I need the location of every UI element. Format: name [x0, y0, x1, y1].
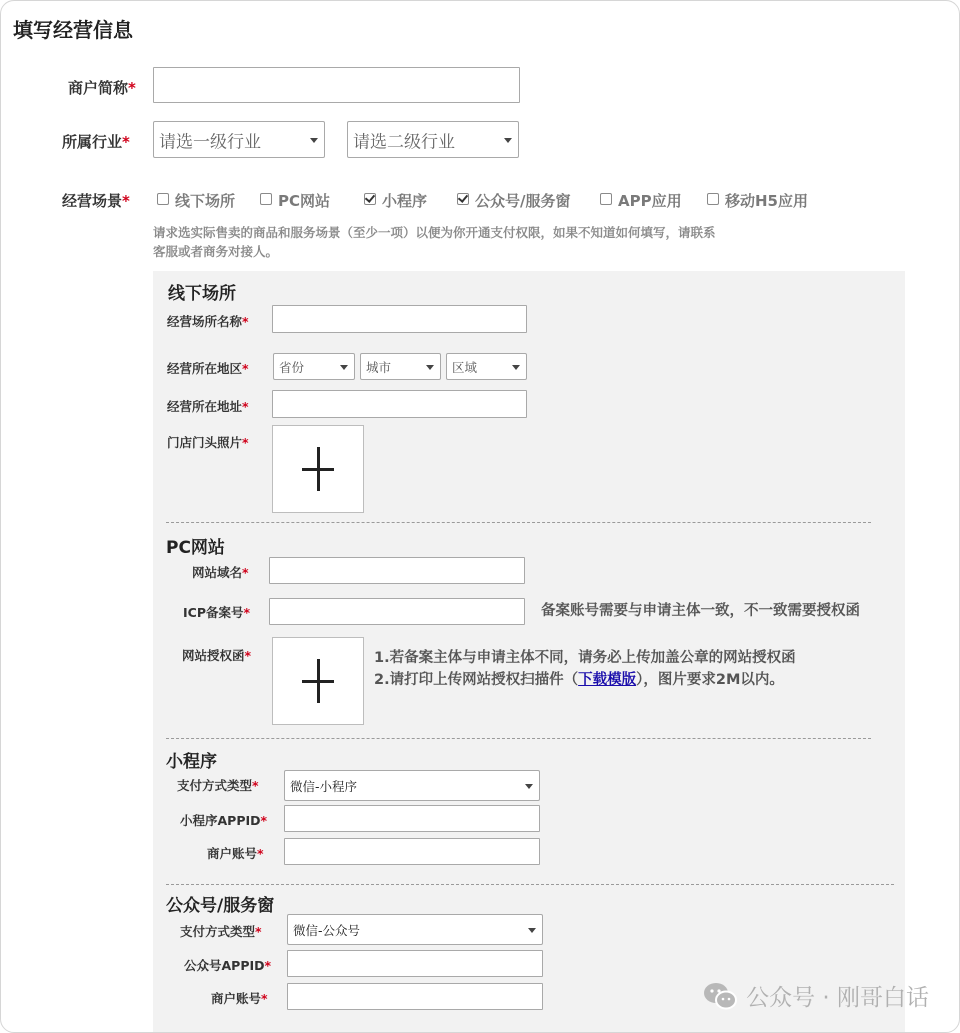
checkbox-checked-icon [364, 193, 376, 205]
section-divider [166, 522, 871, 523]
oa-appid-label: 公众号APPID* [184, 958, 272, 973]
mini-account-label: 商户账号* [207, 846, 264, 861]
oa-appid-input[interactable] [287, 950, 543, 977]
wechat-icon [702, 981, 738, 1011]
industry-level2-select[interactable] [347, 121, 519, 158]
miniprogram-section-title: 小程序 [166, 752, 217, 772]
checkbox-icon [600, 193, 612, 205]
offline-section-title: 线下场所 [168, 284, 236, 304]
chevron-down-icon [512, 365, 520, 370]
oa-pay-type-label: 支付方式类型* [180, 924, 262, 939]
checkbox-icon [260, 193, 272, 205]
mini-appid-label: 小程序APPID* [180, 813, 268, 828]
official-account-section-title: 公众号/服务窗 [166, 896, 275, 916]
chevron-down-icon [528, 928, 536, 933]
page-title: 填写经营信息 [13, 18, 133, 42]
icp-input[interactable] [269, 598, 525, 625]
city-select[interactable]: 城市 [360, 353, 441, 380]
mini-pay-type-label: 支付方式类型* [177, 778, 259, 793]
industry-level2-value: 请选二级行业 [353, 132, 455, 152]
icp-note: 备案账号需要与申请主体一致，不一致需要授权函 [541, 603, 860, 619]
storefront-photo-upload[interactable] [272, 425, 364, 513]
domain-label: 网站域名* [192, 565, 249, 580]
chevron-down-icon [504, 138, 512, 143]
place-name-input[interactable] [272, 305, 527, 333]
industry-level1-select[interactable] [153, 121, 325, 158]
checkbox-checked-icon [457, 193, 469, 205]
oa-pay-type-select[interactable]: 微信-公众号 [287, 914, 543, 945]
scene-checkbox-miniprogram[interactable]: 小程序 [364, 190, 427, 211]
chevron-down-icon [525, 784, 533, 789]
oa-account-label: 商户账号* [211, 991, 268, 1006]
site-auth-upload[interactable] [272, 637, 364, 725]
chevron-down-icon [310, 138, 318, 143]
address-input[interactable] [272, 390, 527, 418]
address-label: 经营所在地址* [167, 399, 249, 414]
watermark-text: 公众号 · 刚哥白话 [746, 985, 929, 1011]
watermark [702, 979, 929, 1012]
industry-label: 所属行业* [62, 133, 130, 151]
chevron-down-icon [340, 365, 348, 370]
merchant-name-input[interactable] [153, 67, 520, 103]
section-divider [166, 884, 894, 885]
place-name-label: 经营场所名称* [167, 314, 249, 329]
scene-checkbox-official-account[interactable]: 公众号/服务窗 [457, 190, 570, 211]
domain-input[interactable] [269, 557, 525, 584]
pc-section-title: PC网站 [166, 538, 225, 558]
download-template-link[interactable]: 下载模版 [578, 672, 637, 688]
site-auth-note-1: 1.若备案主体与申请主体不同，请务必上传加盖公章的网站授权函 [374, 650, 796, 666]
checkbox-icon [157, 193, 169, 205]
scene-checkbox-offline[interactable]: 线下场所 [157, 190, 235, 211]
mini-appid-input[interactable] [284, 805, 540, 832]
scene-checkbox-h5[interactable]: 移动H5应用 [707, 190, 808, 211]
scene-checkbox-pc[interactable]: PC网站 [260, 190, 330, 211]
section-divider [166, 738, 871, 739]
scenes-hint: 请求选实际售卖的商品和服务场景（至少一项）以便为你开通支付权限，如果不知道如何填写，请联系 客服或者商务对接人。 [153, 225, 716, 259]
checkbox-icon [707, 193, 719, 205]
icp-label: ICP备案号* [183, 605, 251, 620]
mini-account-input[interactable] [284, 838, 540, 865]
region-label: 经营所在地区* [167, 361, 249, 376]
merchant-name-label: 商户简称* [68, 79, 136, 97]
scene-checkbox-app[interactable]: APP应用 [600, 190, 682, 211]
site-auth-label: 网站授权函* [182, 648, 252, 663]
oa-account-input[interactable] [287, 983, 543, 1010]
province-select[interactable]: 省份 [273, 353, 355, 380]
chevron-down-icon [426, 365, 434, 370]
district-select[interactable]: 区域 [446, 353, 527, 380]
mini-pay-type-select[interactable]: 微信-小程序 [284, 770, 540, 801]
industry-level1-value: 请选一级行业 [159, 132, 261, 152]
site-auth-note-2: 2.请打印上传网站授权扫描件（下载模版），图片要求2M以内。 [374, 672, 784, 688]
scenes-label: 经营场景* [62, 192, 130, 210]
storefront-photo-label: 门店门头照片* [167, 435, 249, 450]
